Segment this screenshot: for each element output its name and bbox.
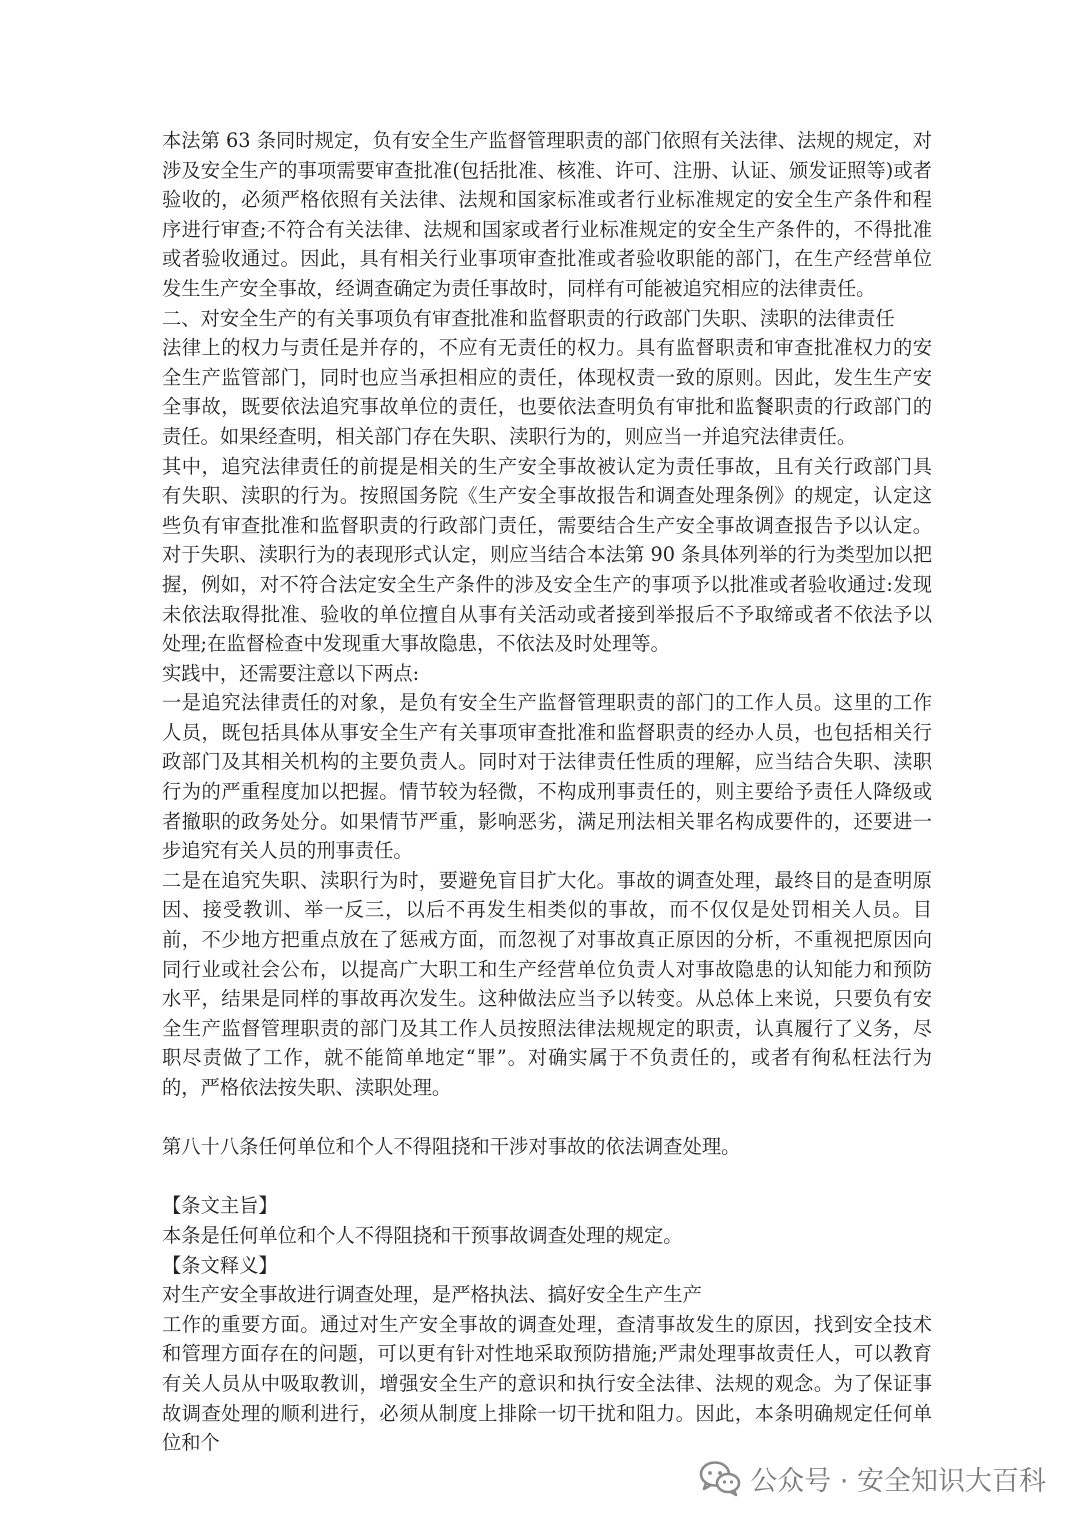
watermark-text: 公众号 · 安全知识大百科	[750, 1465, 1046, 1497]
article-88: 第八十八条任何单位和个人不得阻挠和干涉对事故的依法调查处理。	[162, 1135, 741, 1159]
paragraph-power-responsibility: 法律上的权力与责任是并存的，不应有无责任的权力。具有监督职责和审查批准权力的安全生产监管部门，同时也应当承担相应的责任，体现权责一致的原则。因此，发生生产安全事故，既要依法追究事故单位的责任，也要依法查明负有审批和监餐职责的行政部门的责任。如果经查明，相关部门存在失职、渎职行为的，则应当一并追究法律责任。	[162, 336, 932, 448]
spacer	[162, 1162, 932, 1192]
wechat-icon	[698, 1458, 742, 1498]
paragraph-art63: 本法第 63 条同时规定，负有安全生产监督管理职责的部门依照有关法律、法规的规定，对涉及安全生产的事项需要审查批准(包括批准、核准、许可、注册、认证、颁发证照等)或者验收的，必须严格依照有关法律、法规和国家标准或者行业标准规定的安全生产条件和程序进行审查;不符合有关法律、法规和国家或者行业标准规定的安全生产条件的，不得批准或者验收通过。因此，具有相关行业事项审查批准或者验收职能的部门，在生产经营单位发生生产安全事故，经调查确定为责任事故时，同样有可能被追究相应的法律责任。	[162, 129, 932, 300]
heading-article-purpose: 【条文主旨】	[162, 1194, 278, 1218]
paragraph-practice-intro: 实践中，还需要注意以下两点:	[162, 661, 420, 685]
paragraph-explanation-line1: 对生产安全事故进行调查处理，是严格执法、搞好安全生产生产	[162, 1283, 702, 1307]
paragraph-point-two: 二是在追究失职、渎职行为时，要避免盲目扩大化。事故的调查处理，最终目的是查明原因、接受教训、举一反三，以后不再发生相类似的事故，而不仅仅是处罚相关人员。目前，不少地方把重点放在了惩戒方面，而忽视了对事故真正原因的分析，不重视把原因向同行业或社会公布，以提高广大职工和生产经营单位负责人对事故隐患的认知能力和预防水平，结果是同样的事故再次发生。这种做法应当予以转变。从总体上来说，只要负有安全生产监督管理职责的部门及其工作人员按照法律法规规定的职责，认真履行了义务，尽职尽责做了工作，就不能简单地定“罪”。对确实属于不负责任的，或者有徇私枉法行为的，严格依法按失职、渎职处理。	[162, 868, 932, 1099]
paragraph-prerequisite: 其中，追究法律责任的前提是相关的生产安全事故被认定为责任事故，且有关行政部门具有失职、渎职的行为。按照国务院《生产安全事故报告和调查处理条例》的规定，认定这些负有审查批准和监督职责的行政部门责任，需要结合生产安全事故调查报告予以认定。对于失职、渎职行为的表现形式认定，则应当结合本法第 90 条具体列举的行为类型加以把握，例如，对不符合法定安全生产条件的涉及安全生产的事项予以批准或者验收通过:发现未依法取得批准、验收的单位擅自从事有关活动或者接到举报后不予取缔或者不依法予以处理;在监督检查中发现重大事故隐患，不依法及时处理等。	[162, 454, 932, 656]
section-heading-2: 二、对安全生产的有关事项负有审查批准和监督职责的行政部门失职、渎职的法律责任	[162, 306, 895, 330]
heading-article-explanation: 【条文释义】	[162, 1253, 278, 1277]
paragraph-explanation-body: 工作的重要方面。通过对生产安全事故的调查处理，查清事故发生的原因，找到安全技术和管理方面存在的问题，可以更有针对性地采取预防措施;严肃处理事故责任人，可以教育有关人员从中吸取教训，增强安全生产的意识和执行安全法律、法规的观念。为了保证事故调查处理的顺利进行，必须从制度上排除一切干扰和阻力。因此，本条明确规定任何单位和个	[162, 1312, 932, 1455]
watermark	[698, 1455, 1046, 1501]
paragraph-article-purpose: 本条是任何单位和个人不得阻挠和干预事故调查处理的规定。	[162, 1223, 683, 1247]
paragraph-point-one: 一是追究法律责任的对象，是负有安全生产监督管理职责的部门的工作人员。这里的工作人员，既包括具体从事安全生产有关事项审查批准和监督职责的经办人员，也包括相关行政部门及其相关机构的主要负责人。同时对于法律责任性质的理解，应当结合失职、渎职行为的严重程度加以把握。情节较为轻微，不构成刑事责任的，则主要给予责任人降级或者撤职的政务处分。如果情节严重，影响恶劣，满足刑法相关罪名构成要件的，还要进一步追究有关人员的刑事责任。	[162, 691, 932, 863]
document-body	[162, 126, 932, 1458]
spacer	[162, 1103, 932, 1133]
